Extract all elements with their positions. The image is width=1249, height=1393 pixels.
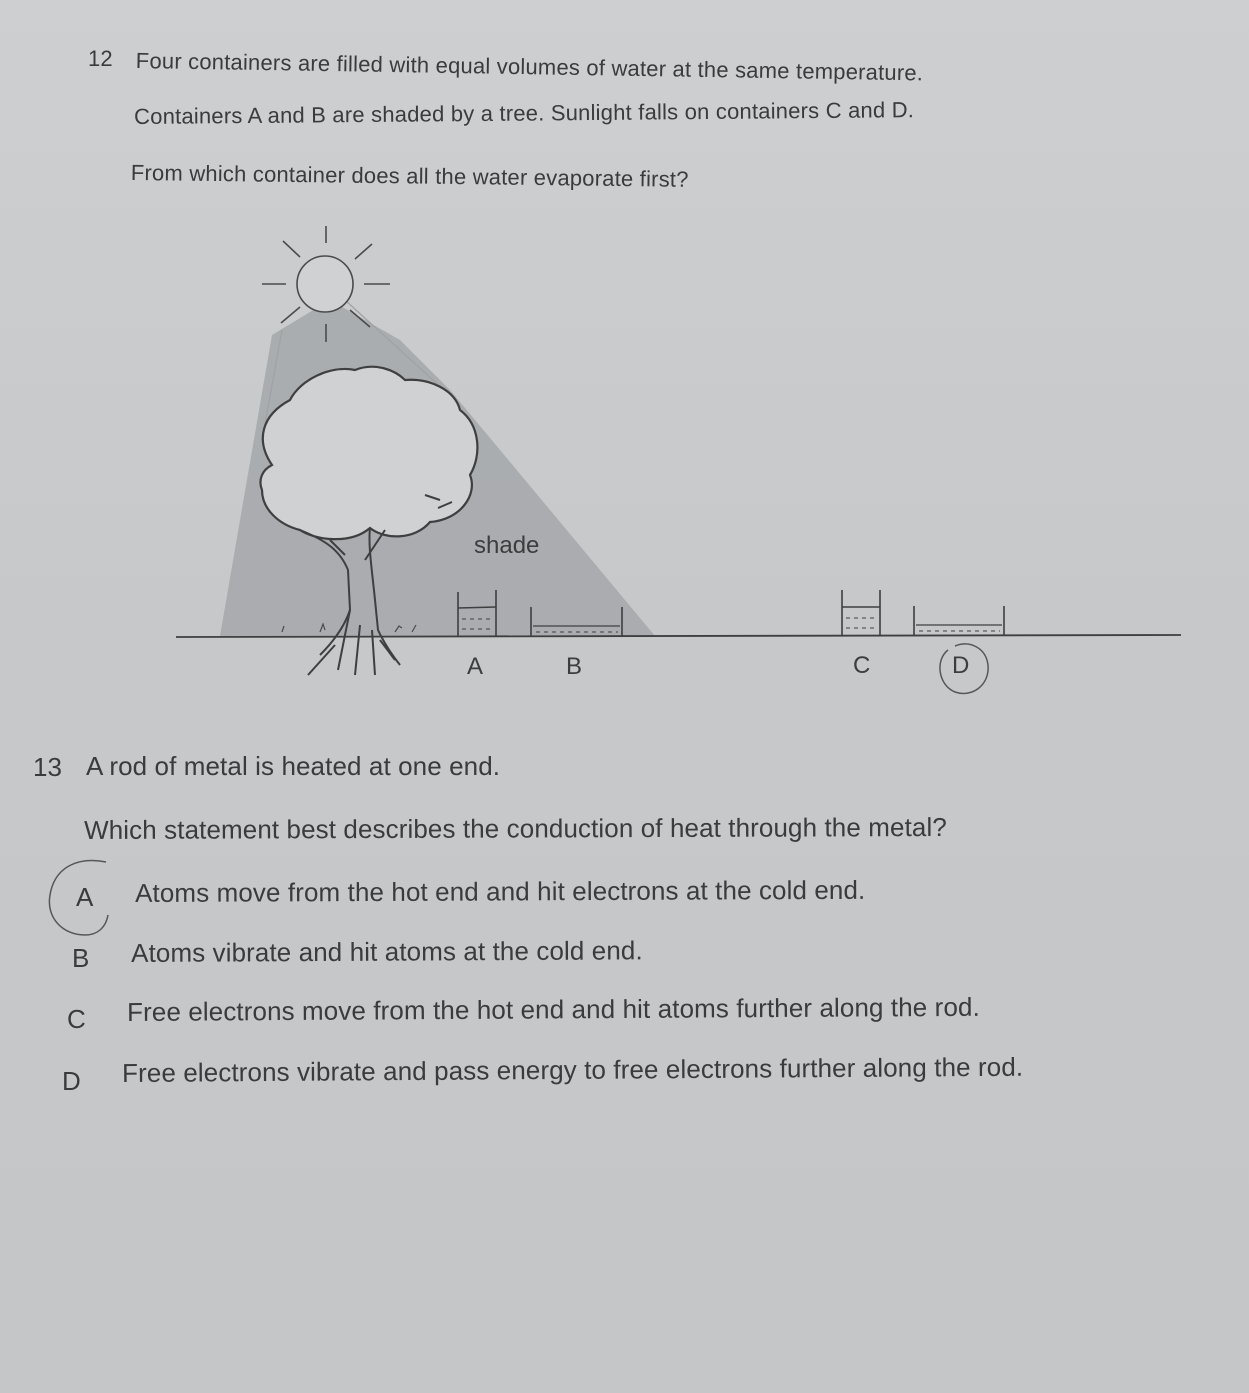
option-c-letter: C	[67, 1004, 86, 1034]
container-d	[914, 606, 1004, 635]
option-a-letter: A	[76, 882, 94, 912]
q13-stem: A rod of metal is heated at one end.	[86, 751, 501, 781]
label-b: B	[566, 653, 583, 680]
container-c	[842, 590, 880, 636]
option-d-text: Free electrons vibrate and pass energy to free electrons further along the rod.	[122, 1051, 1024, 1088]
q12-line-3: From which container does all the water evaporate first?	[130, 160, 689, 192]
q13-question: Which statement best describes the conduction of heat through the metal?	[84, 811, 947, 845]
label-c: C	[853, 652, 871, 679]
q12-number: 12	[88, 46, 113, 71]
q12-line-1: Four containers are filled with equal volumes of water at the same temperature.	[135, 48, 924, 86]
option-d-letter: D	[62, 1066, 81, 1096]
q13-number: 13	[33, 752, 63, 782]
option-b-text: Atoms vibrate and hit atoms at the cold end.	[131, 935, 643, 968]
answer-circle-a	[40, 855, 120, 945]
option-c-text: Free electrons move from the hot end and hit atoms further along the rod.	[127, 991, 980, 1027]
option-a-text: Atoms move from the hot end and hit electrons at the cold end.	[135, 874, 866, 908]
label-d: D	[952, 652, 970, 679]
label-a: A	[467, 653, 484, 680]
q12-line-2: Containers A and B are shaded by a tree. Sunlight falls on containers C and D.	[134, 97, 915, 129]
option-b-letter: B	[72, 943, 90, 973]
shade-label: shade	[474, 532, 540, 559]
